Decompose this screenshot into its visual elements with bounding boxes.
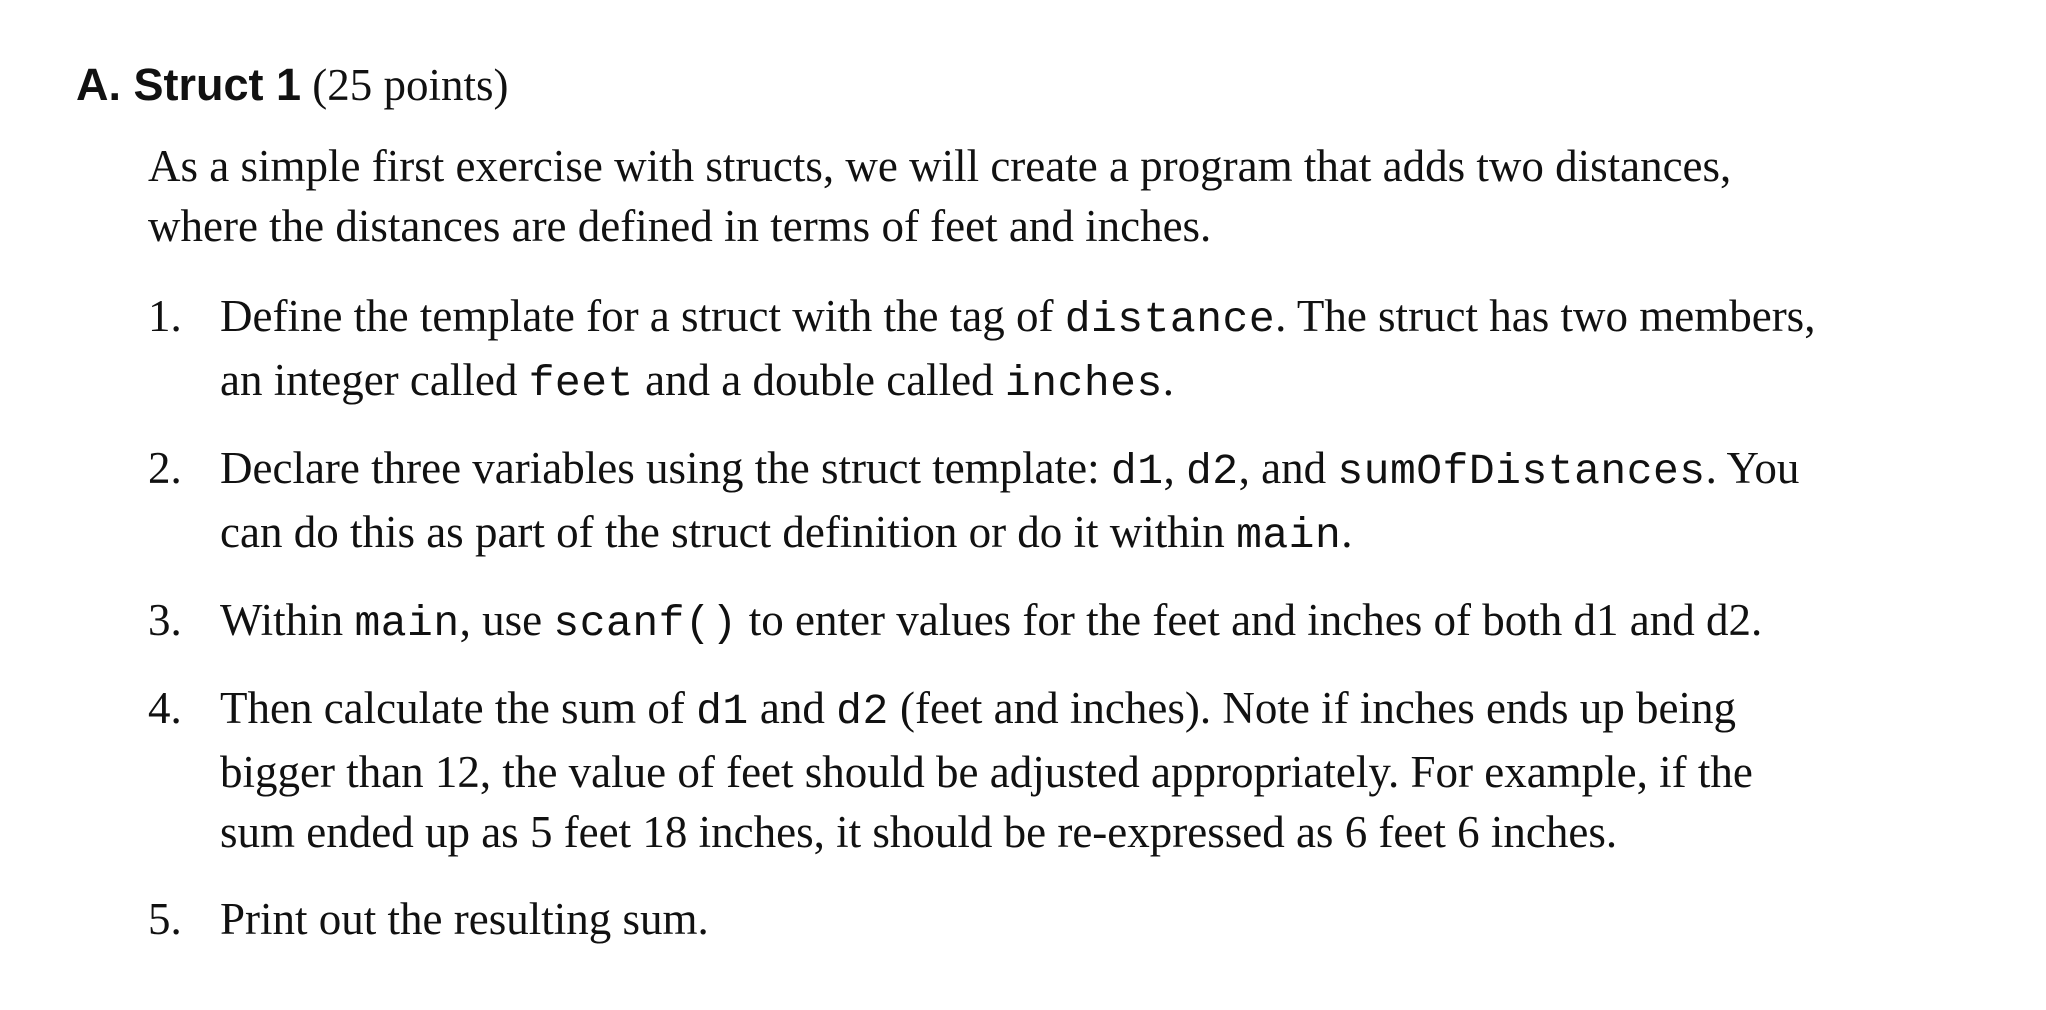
section-heading	[76, 56, 509, 125]
section-title: A. Struct 1	[76, 59, 302, 110]
list-item-number: 5.	[148, 894, 182, 944]
list-item-line	[220, 590, 2010, 654]
list-item-number: 2.	[148, 443, 182, 493]
text-run: can do this as part of the struct definition or do it within	[220, 507, 1237, 557]
text-run: an integer called	[220, 355, 529, 405]
text-run: , use	[459, 595, 554, 645]
list-item-line	[220, 742, 2010, 802]
intro-line: As a simple first exercise with structs, we will create a program that adds two distances,	[148, 141, 1732, 191]
intro-paragraph	[148, 136, 1948, 256]
text-run: , and	[1238, 443, 1338, 493]
text-run: Then calculate the sum of	[220, 683, 697, 733]
list-item-number: 3.	[148, 595, 182, 645]
code-term: inches	[1004, 359, 1163, 408]
list-item-number: 4.	[148, 683, 182, 733]
section-points: (25 points)	[301, 60, 509, 110]
list-item-body	[220, 889, 2010, 949]
code-term: sumOfDistances	[1337, 447, 1706, 496]
text-run: .	[1341, 507, 1353, 557]
intro-line: where the distances are defined in terms of feet and inches.	[148, 201, 1212, 251]
code-term: d1	[1110, 447, 1164, 496]
list-item-line	[220, 678, 2010, 742]
list-item-body	[220, 438, 2010, 566]
list-item-line	[220, 502, 2010, 566]
text-run: to enter values for the feet and inches of both d1 and d2.	[737, 595, 1763, 645]
text-run: . You	[1705, 443, 1800, 493]
text-run: .	[1162, 355, 1174, 405]
text-run: and a double called	[633, 355, 1005, 405]
text-run: Define the template for a struct with the tag of	[220, 291, 1065, 341]
code-term: scanf()	[553, 599, 738, 648]
text-run: and	[748, 683, 837, 733]
list-item-line	[220, 438, 2010, 502]
list-item-line	[220, 889, 2010, 949]
list-item-body	[220, 678, 2010, 862]
text-run: bigger than 12, the value of feet should be adjusted appropriately. For example, if the	[220, 747, 1753, 797]
code-term: main	[354, 599, 460, 648]
code-term: distance	[1064, 295, 1276, 344]
list-item-line	[220, 286, 2010, 350]
code-term: feet	[528, 359, 634, 408]
list-item-line	[220, 350, 2010, 414]
code-term: d2	[1186, 447, 1239, 496]
text-run: Declare three variables using the struct template:	[220, 443, 1111, 493]
text-run: Within	[220, 595, 355, 645]
text-run: ,	[1163, 443, 1186, 493]
text-run: . The struct has two members,	[1275, 291, 1816, 341]
code-term: d2	[836, 687, 889, 736]
text-run: Print out the resulting sum.	[220, 894, 709, 944]
code-term: main	[1236, 511, 1342, 560]
text-run: sum ended up as 5 feet 18 inches, it should be re-expressed as 6 feet 6 inches.	[220, 807, 1618, 857]
code-term: d1	[696, 687, 749, 736]
list-item-body	[220, 590, 2010, 654]
list-item-line	[220, 802, 2010, 862]
list-item-body	[220, 286, 2010, 414]
list-item-number: 1.	[148, 291, 182, 341]
text-run: (feet and inches). Note if inches ends up being	[888, 683, 1736, 733]
